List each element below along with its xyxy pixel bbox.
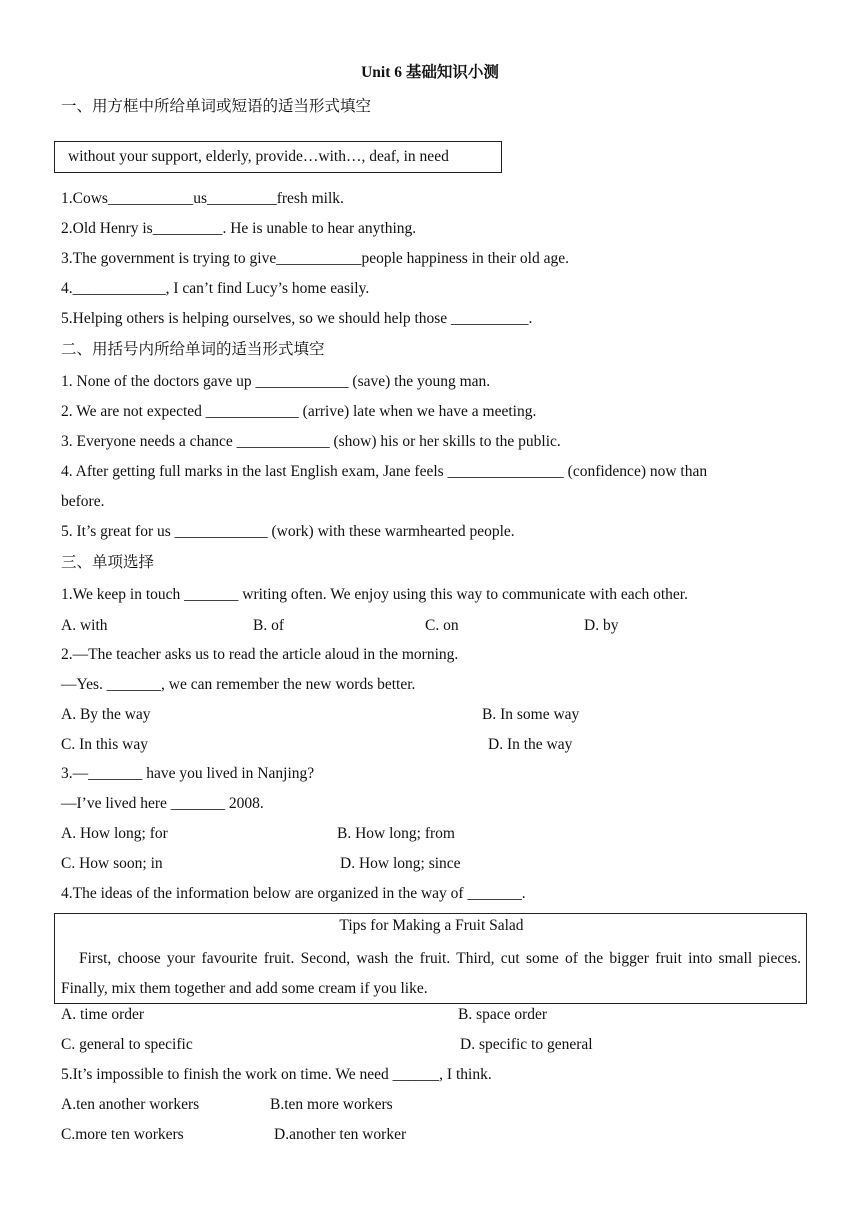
q4-option-b: B. space order bbox=[458, 1006, 548, 1023]
q1-option-b: B. of bbox=[253, 617, 284, 634]
q5-option-b: B.ten more workers bbox=[270, 1096, 393, 1113]
q2-stem: 2.—The teacher asks us to read the article aloud in the morning. bbox=[61, 646, 459, 663]
s2-item-4-cont: before. bbox=[61, 493, 105, 510]
q3-option-d: D. How long; since bbox=[340, 855, 461, 872]
q4-option-d: D. specific to general bbox=[460, 1036, 593, 1053]
s1-item-3: 3.The government is trying to give___________people happiness in their old age. bbox=[61, 250, 569, 267]
tips-box-text bbox=[61, 944, 801, 1004]
q2-option-d: D. In the way bbox=[488, 736, 573, 753]
tips-box-title: Tips for Making a Fruit Salad bbox=[339, 917, 524, 934]
q1-option-c: C. on bbox=[425, 617, 459, 634]
q2-option-c: C. In this way bbox=[61, 736, 148, 753]
q3-stem: 3.—_______ have you lived in Nanjing? bbox=[61, 765, 315, 782]
q4-option-a: A. time order bbox=[61, 1006, 145, 1023]
tips-box-text-content: First, choose your favourite fruit. Second, wash the fruit. Third, cut some of the bigger fruit into small pieces. Finally, mix them together and add some cream if you like. bbox=[61, 950, 801, 997]
q5-option-a: A.ten another workers bbox=[61, 1096, 200, 1113]
s1-item-5: 5.Helping others is helping ourselves, so we should help those __________. bbox=[61, 310, 533, 327]
q3-option-a: A. How long; for bbox=[61, 825, 168, 842]
s2-item-5: 5. It’s great for us ____________ (work) with these warmhearted people. bbox=[61, 523, 515, 540]
q4-option-c: C. general to specific bbox=[61, 1036, 193, 1053]
page-title: Unit 6 基础知识小测 bbox=[361, 64, 499, 81]
q1-option-a: A. with bbox=[61, 617, 108, 634]
section-2-heading: 二、用括号内所给单词的适当形式填空 bbox=[61, 341, 325, 358]
tips-box bbox=[54, 913, 807, 1004]
s2-item-4: 4. After getting full marks in the last English exam, Jane feels _______________ (confidence) now than bbox=[61, 463, 708, 480]
word-box: without your support, elderly, provide…with…, deaf, in need bbox=[54, 141, 502, 173]
q3-option-c: C. How soon; in bbox=[61, 855, 163, 872]
s1-item-2: 2.Old Henry is_________. He is unable to hear anything. bbox=[61, 220, 417, 237]
s1-item-1: 1.Cows___________us_________fresh milk. bbox=[61, 190, 344, 207]
q4-stem: 4.The ideas of the information below are organized in the way of _______. bbox=[61, 885, 526, 902]
q2-option-b: B. In some way bbox=[482, 706, 580, 723]
section-3-heading: 三、单项选择 bbox=[61, 554, 155, 571]
q5-stem: 5.It’s impossible to finish the work on time. We need ______, I think. bbox=[61, 1066, 492, 1083]
section-1-heading: 一、用方框中所给单词或短语的适当形式填空 bbox=[61, 98, 372, 115]
q1-option-d: D. by bbox=[584, 617, 619, 634]
s2-item-2: 2. We are not expected ____________ (arrive) late when we have a meeting. bbox=[61, 403, 537, 420]
q5-option-c: C.more ten workers bbox=[61, 1126, 184, 1143]
q3-option-b: B. How long; from bbox=[337, 825, 455, 842]
s2-item-3: 3. Everyone needs a chance ____________ (show) his or her skills to the public. bbox=[61, 433, 561, 450]
q1-stem: 1.We keep in touch _______ writing often. We enjoy using this way to communicate with each other. bbox=[61, 586, 688, 603]
s2-item-1: 1. None of the doctors gave up ____________ (save) the young man. bbox=[61, 373, 491, 390]
q5-option-d: D.another ten worker bbox=[274, 1126, 407, 1143]
q3-stem-2: —I’ve lived here _______ 2008. bbox=[61, 795, 264, 812]
s1-item-4: 4.____________, I can’t find Lucy’s home easily. bbox=[61, 280, 370, 297]
q2-stem-2: —Yes. _______, we can remember the new words better. bbox=[61, 676, 416, 693]
q2-option-a: A. By the way bbox=[61, 706, 151, 723]
